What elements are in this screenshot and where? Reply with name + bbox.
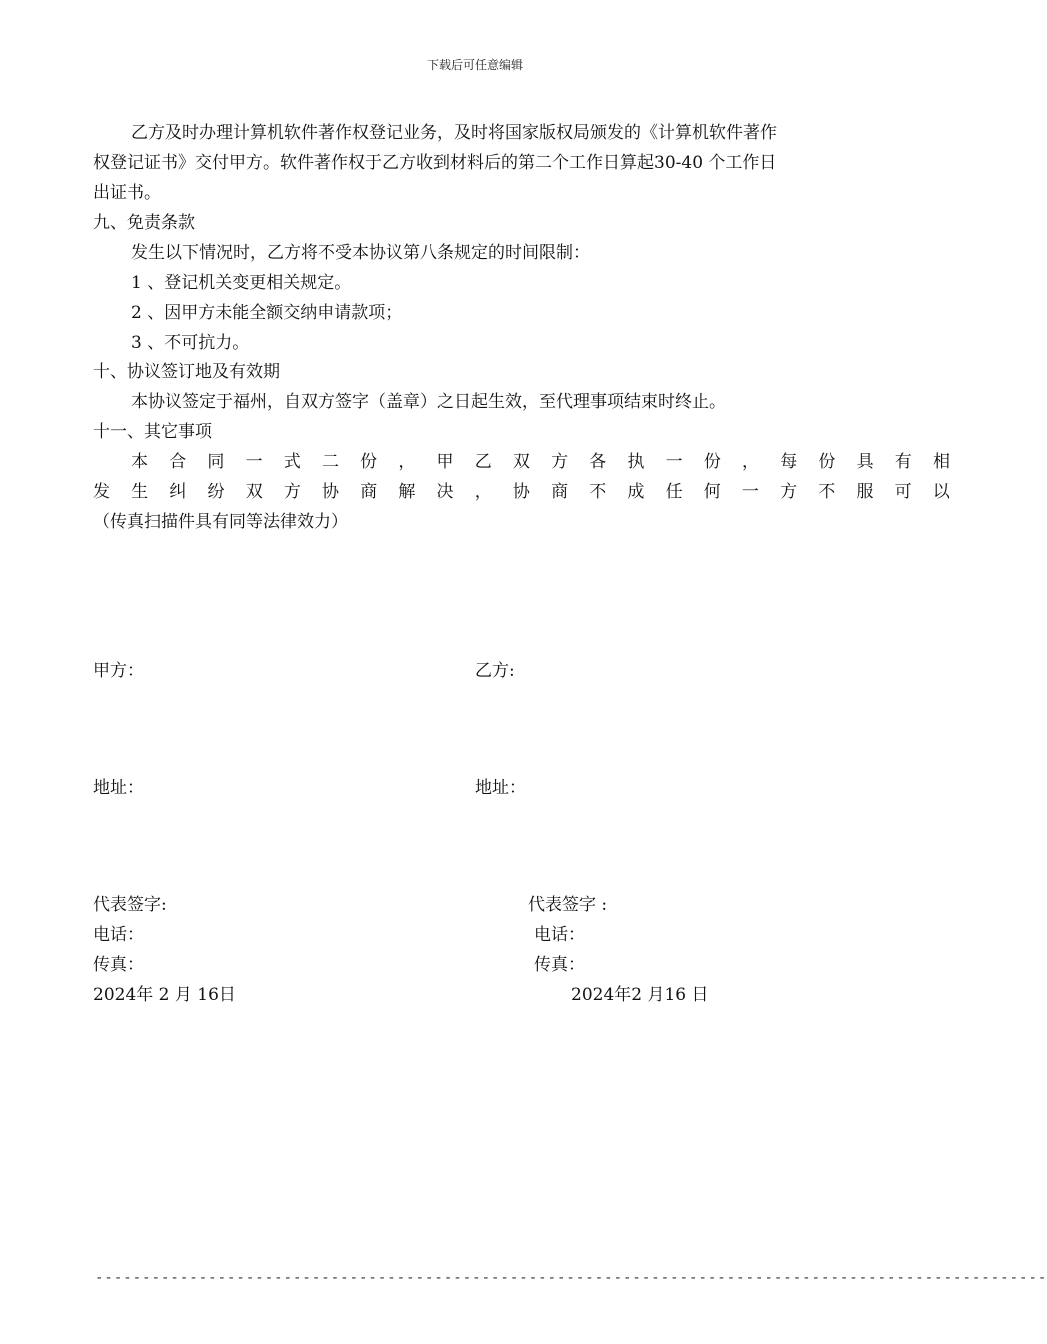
justified-char: 方	[551, 452, 569, 472]
justified-char: 商	[360, 482, 378, 502]
justified-char: 以	[932, 482, 950, 502]
justified-char: 各	[589, 452, 607, 472]
justified-char: 合	[169, 452, 187, 472]
justified-char: 执	[627, 452, 645, 472]
justified-char: 一	[665, 452, 683, 472]
justified-char: 服	[856, 482, 874, 502]
justified-char: 何	[703, 482, 721, 502]
justified-char: 协	[512, 482, 530, 502]
justified-char: 纷	[207, 482, 225, 502]
justified-char: 方	[780, 482, 798, 502]
justified-char: 式	[283, 452, 301, 472]
justified-char: 纠	[169, 482, 187, 502]
footer-dashed-divider: -----------------------------------------------------------------------------------------------------	[95, 1270, 1047, 1286]
section9-item: 3 、不可抗力。	[131, 333, 250, 353]
section10-title: 十、协议签订地及有效期	[93, 362, 280, 382]
justified-char: 协	[322, 482, 340, 502]
section11-line-1	[131, 451, 950, 473]
justified-char: 不	[589, 482, 607, 502]
party-a-representative-label: 代表签字:	[93, 895, 167, 915]
section8-line-3: 出证书。	[93, 183, 161, 203]
justified-char: 双	[512, 452, 530, 472]
justified-char: 二	[321, 452, 339, 472]
justified-char: 本	[131, 452, 148, 472]
party-a-address-label: 地址：	[93, 778, 144, 798]
justified-char: 生	[131, 482, 149, 502]
justified-char: 一	[245, 452, 263, 472]
party-b-date: 2024年2 月16 日	[571, 985, 709, 1005]
justified-char: 方	[283, 482, 301, 502]
justified-char: 有	[894, 452, 912, 472]
justified-char: 不	[818, 482, 836, 502]
party-b-representative-label: 代表签字 :	[528, 895, 608, 915]
justified-char: ，	[398, 452, 416, 472]
party-b-address-label: 地址：	[475, 778, 526, 798]
download-note-header: 下载后可任意编辑	[426, 58, 523, 72]
justified-char: 乙	[474, 452, 492, 472]
justified-char: 可	[894, 482, 912, 502]
party-b-fax-label: 传真：	[534, 955, 585, 975]
justified-char: 发	[93, 482, 110, 502]
party-a-phone-label: 电话：	[93, 925, 144, 945]
justified-char: ，	[742, 452, 759, 472]
justified-char: 具	[856, 452, 874, 472]
justified-char: 商	[551, 482, 569, 502]
justified-char: ，	[474, 482, 492, 502]
party-a-fax-label: 传真：	[93, 955, 144, 975]
party-a-date: 2024年 2 月 16日	[93, 985, 236, 1005]
section8-line-1: 乙方及时办理计算机软件著作权登记业务，及时将国家版权局颁发的《计算机软件著作	[131, 123, 777, 143]
section10-text: 本协议签定于福州，自双方签字（盖章）之日起生效，至代理事项结束时终止。	[131, 392, 726, 412]
section9-item: 1 、登记机关变更相关规定。	[131, 273, 352, 293]
justified-char: 任	[665, 482, 683, 502]
section9-intro: 发生以下情况时，乙方将不受本协议第八条规定的时间限制：	[131, 243, 590, 263]
party-a-label: 甲方：	[93, 661, 144, 681]
justified-char: 甲	[436, 452, 454, 472]
section8-line-2: 权登记证书》交付甲方。软件著作权于乙方收到材料后的第二个工作日算起30-40 个工作日	[93, 153, 777, 173]
section11-line-2	[93, 481, 950, 503]
section11-line-3: （传真扫描件具有同等法律效力）	[93, 512, 348, 532]
justified-char: 同	[207, 452, 225, 472]
justified-char: 份	[360, 452, 378, 472]
justified-char: 每	[780, 452, 798, 472]
section9-item: 2 、因甲方未能全额交纳申请款项；	[131, 303, 403, 323]
justified-char: 相	[932, 452, 950, 472]
justified-char: 份	[818, 452, 836, 472]
justified-char: 解	[398, 482, 416, 502]
justified-char: 一	[741, 482, 759, 502]
justified-char: 份	[703, 452, 721, 472]
party-b-label: 乙方:	[475, 661, 515, 681]
justified-char: 双	[245, 482, 263, 502]
justified-char: 成	[627, 482, 645, 502]
justified-char: 决	[436, 482, 454, 502]
section11-title: 十一、其它事项	[93, 422, 212, 442]
section9-title: 九、免责条款	[93, 213, 195, 233]
party-b-phone-label: 电话：	[534, 925, 585, 945]
